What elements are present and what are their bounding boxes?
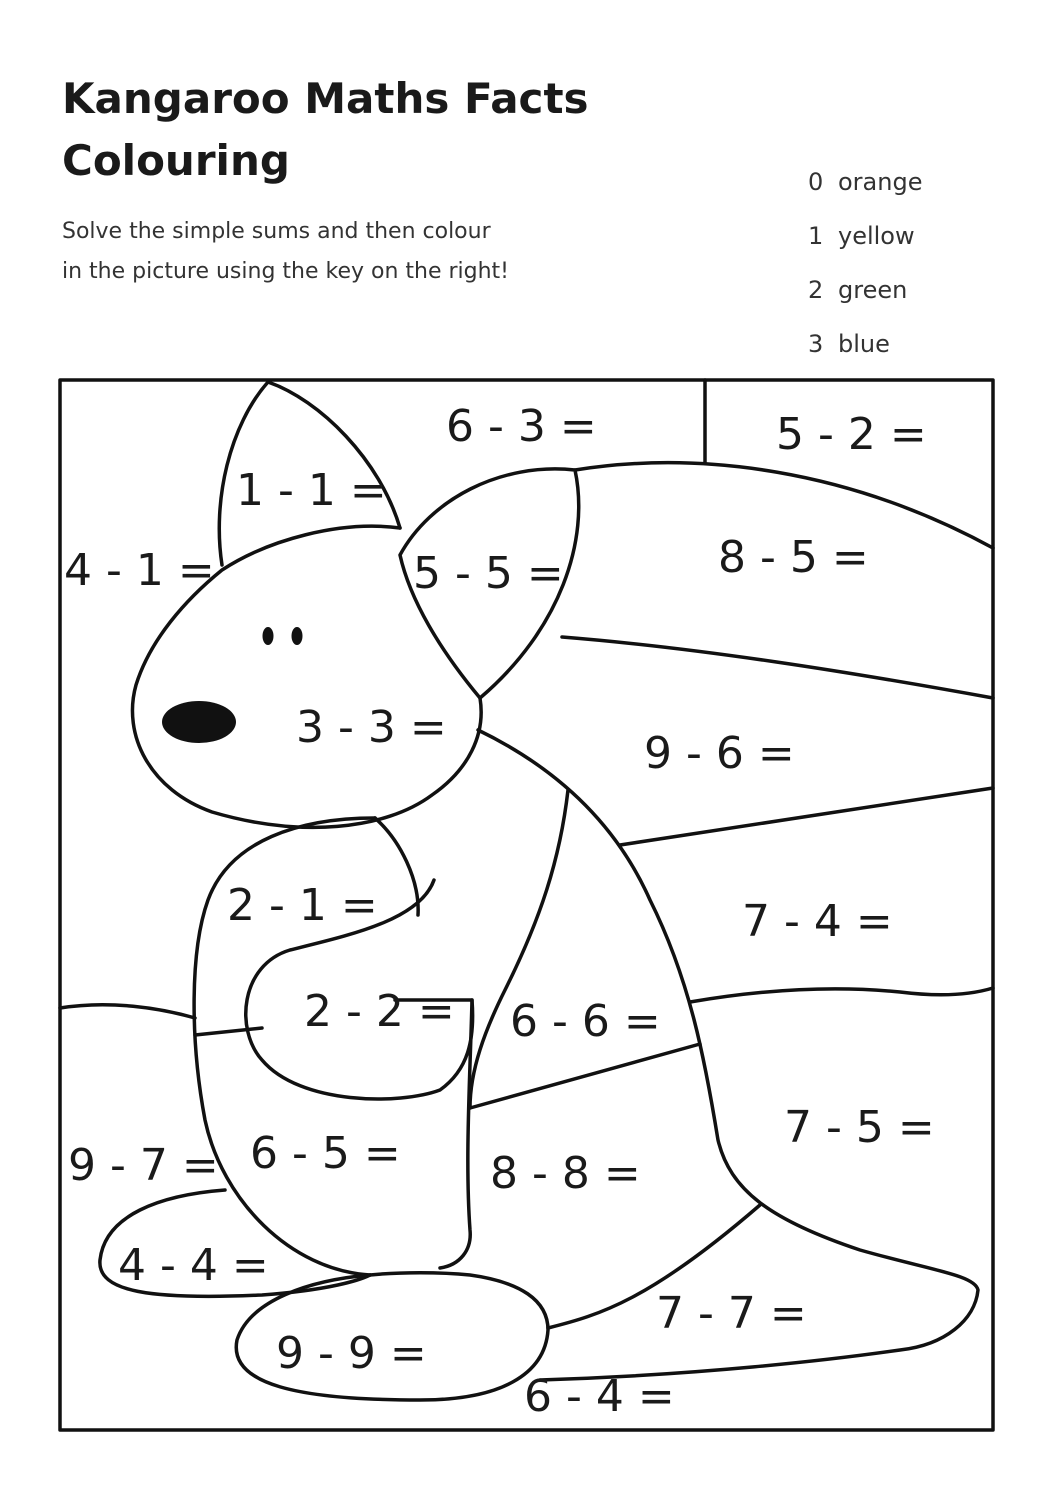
back-stripe-4	[470, 1044, 700, 1108]
sum-4-minus-4: 4 - 4 =	[118, 1240, 269, 1291]
sum-7-minus-7: 7 - 7 =	[656, 1288, 807, 1339]
instructions-line-2: in the picture using the key on the right!	[62, 259, 510, 284]
back-stripe-1	[562, 637, 993, 698]
key-number: 1	[808, 222, 824, 250]
sum-1-minus-1: 1 - 1 =	[236, 465, 387, 516]
instructions-line-1: Solve the simple sums and then colour	[62, 219, 491, 244]
body-inner-line	[470, 790, 568, 1108]
title-line-2: Colouring	[62, 136, 290, 185]
sum-5-minus-5: 5 - 5 =	[413, 548, 564, 599]
sum-6-minus-3: 6 - 3 =	[446, 401, 597, 452]
key-colour: green	[838, 276, 908, 304]
sum-5-minus-2: 5 - 2 =	[776, 409, 927, 460]
sum-8-minus-8: 8 - 8 =	[490, 1148, 641, 1199]
back-stripe-3	[690, 988, 993, 1002]
sum-9-minus-6: 9 - 6 =	[644, 728, 795, 779]
sum-7-minus-4: 7 - 4 =	[742, 896, 893, 947]
eye-icon	[292, 627, 303, 645]
key-number: 2	[808, 276, 824, 304]
sum-3-minus-3: 3 - 3 =	[296, 702, 447, 753]
key-colour: blue	[838, 330, 890, 358]
sum-6-minus-6: 6 - 6 =	[510, 996, 661, 1047]
sum-2-minus-1: 2 - 1 =	[227, 880, 378, 931]
key-number: 3	[808, 330, 824, 358]
key-colour: orange	[838, 168, 923, 196]
title-line-1: Kangaroo Maths Facts	[62, 74, 589, 123]
body-front-edge	[440, 1000, 472, 1268]
sum-2-minus-2: 2 - 2 =	[304, 986, 455, 1037]
back-stripe-2	[620, 788, 993, 845]
sum-6-minus-5: 6 - 5 =	[250, 1128, 401, 1179]
sum-9-minus-9: 9 - 9 =	[276, 1328, 427, 1379]
sum-9-minus-7: 9 - 7 =	[68, 1140, 219, 1191]
nose-icon	[162, 701, 236, 743]
ground-stripe-left	[60, 1005, 195, 1018]
waist-line	[195, 1028, 262, 1035]
eye-icon	[263, 627, 274, 645]
key-colour: yellow	[838, 222, 915, 250]
key-number: 0	[808, 168, 824, 196]
sum-4-minus-1: 4 - 1 =	[64, 545, 215, 596]
sum-7-minus-5: 7 - 5 =	[784, 1102, 935, 1153]
chest-curve	[375, 818, 418, 915]
sum-6-minus-4: 6 - 4 =	[524, 1371, 675, 1422]
sum-8-minus-5: 8 - 5 =	[718, 532, 869, 583]
